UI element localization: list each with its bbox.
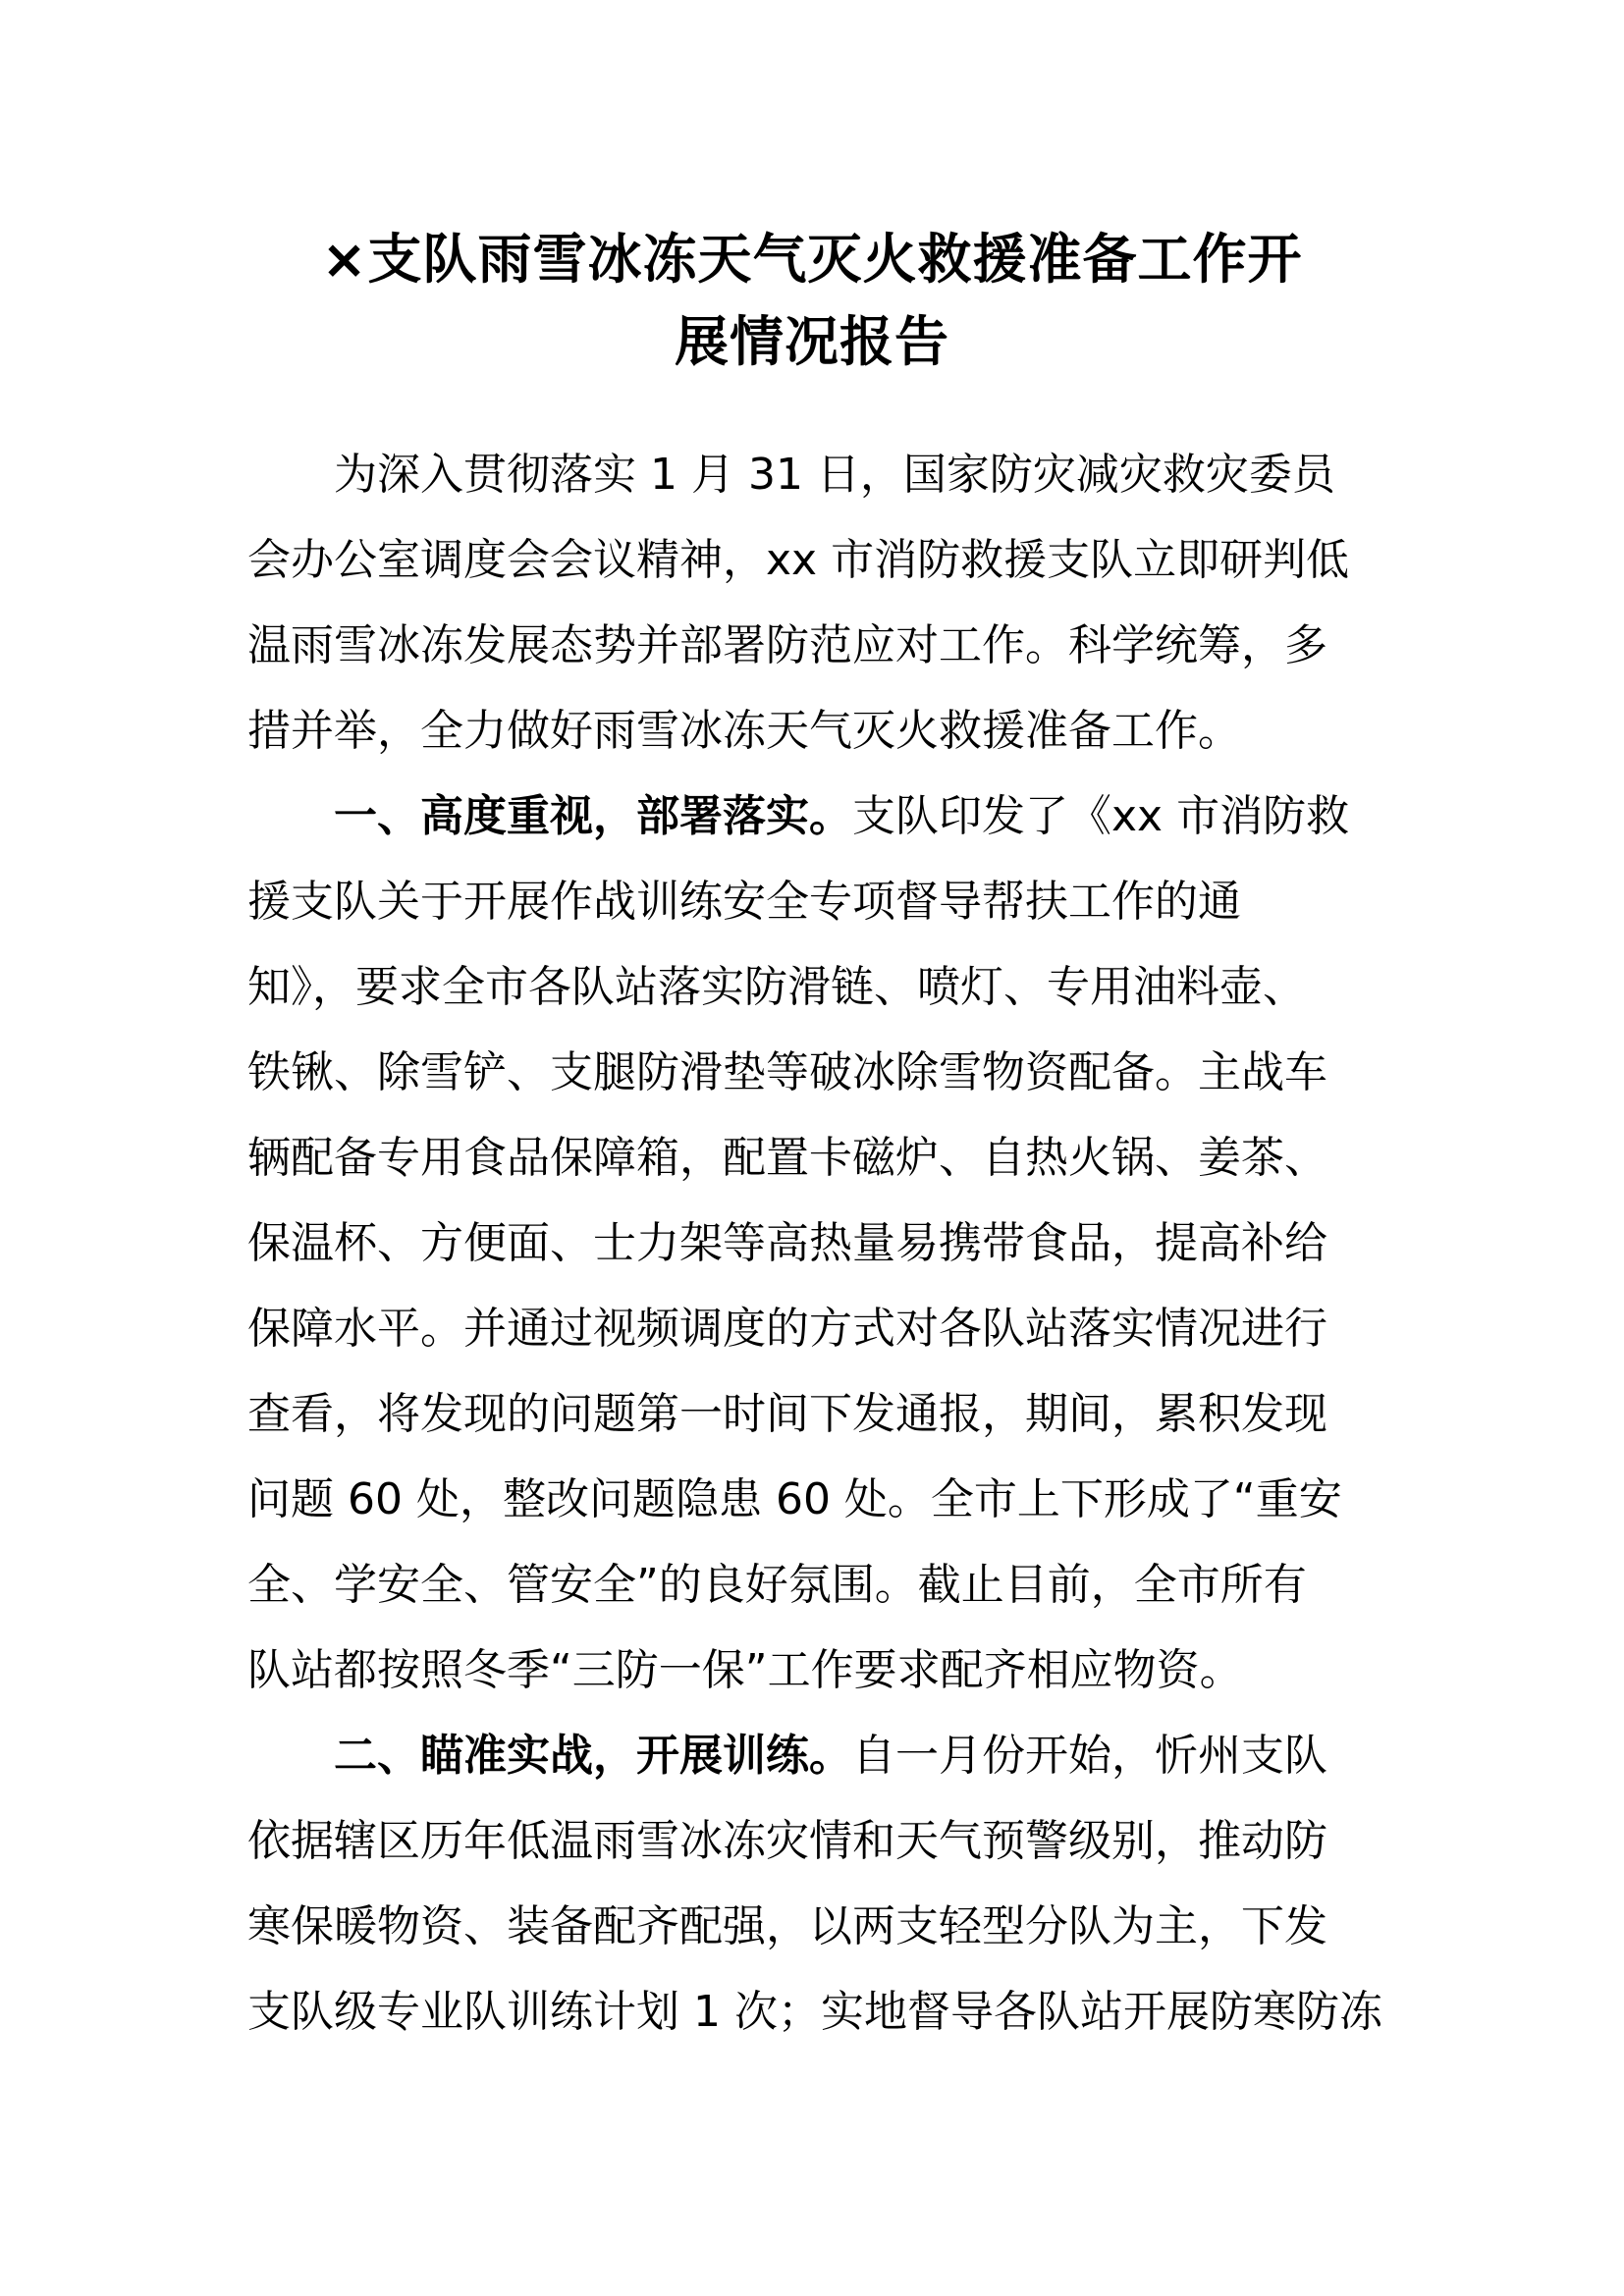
paragraph-line: 为深入贯彻落实 1 月 31 日，国家防灾减灾救灾委员	[334, 450, 1335, 500]
document-body	[247, 432, 1386, 2055]
paragraph-line: 知》，要求全市各队站落实防滑链、喷灯、专用油料壶、	[247, 962, 1306, 1012]
paragraph-line: 措并举，全力做好雨雪冰冻天气灭火救援准备工作。	[247, 706, 1241, 756]
paragraph-line: 保温杯、方便面、士力架等高热量易携带食品，提高补给	[247, 1218, 1327, 1268]
paragraph-line: 自一月份开始，忻州支队	[852, 1731, 1327, 1781]
paragraph-line: 依据辖区历年低温雨雪冰冻灾情和天气预警级别，推动防	[247, 1816, 1327, 1866]
document-title	[216, 218, 1408, 383]
paragraph-line: 辆配备专用食品保障箱，配置卡磁炉、自热火锅、姜茶、	[247, 1133, 1327, 1183]
paragraph-section-2	[247, 1713, 1386, 2055]
paragraph-line: 全、学安全、管安全”的良好氛围。截止目前，全市所有	[247, 1560, 1307, 1610]
paragraph-line: 支队印发了《xx 市消防救	[852, 791, 1350, 841]
title-line-2: 展情况报告	[674, 310, 949, 373]
title-line-1: ×支队雨雪冰冻天气灭火救援准备工作开	[321, 228, 1303, 291]
paragraph-line: 保障水平。并通过视频调度的方式对各队站落实情况进行	[247, 1304, 1327, 1354]
paragraph-line: 会办公室调度会会议精神，xx 市消防救援支队立即研判低	[247, 535, 1350, 585]
section-1-heading: 一、高度重视，部署落实。	[334, 791, 852, 841]
section-2-heading: 二、瞄准实战，开展训练。	[334, 1731, 852, 1781]
paragraph-line: 查看，将发现的问题第一时间下发通报，期间，累积发现	[247, 1389, 1327, 1439]
paragraph-line: 队站都按照冬季“三防一保”工作要求配齐相应物资。	[247, 1645, 1243, 1695]
paragraph-intro	[247, 432, 1386, 774]
paragraph-line: 铁锹、除雪铲、支腿防滑垫等破冰除雪物资配备。主战车	[247, 1047, 1327, 1097]
paragraph-section-1	[247, 774, 1386, 1713]
paragraph-line: 寒保暖物资、装备配齐配强，以两支轻型分队为主，下发	[247, 1901, 1327, 1951]
paragraph-first-line	[247, 774, 1386, 859]
paragraph-line: 问题 60 处，整改问题隐患 60 处。全市上下形成了“重安	[247, 1474, 1342, 1524]
paragraph-line: 援支队关于开展作战训练安全专项督导帮扶工作的通	[247, 877, 1241, 927]
paragraph-line: 支队级专业队训练计划 1 次；实地督导各队站开展防寒防冻	[247, 1987, 1382, 2037]
paragraph-line: 温雨雪冰冻发展态势并部署防范应对工作。科学统筹，多	[247, 620, 1327, 670]
paragraph-first-line	[247, 1713, 1386, 1798]
